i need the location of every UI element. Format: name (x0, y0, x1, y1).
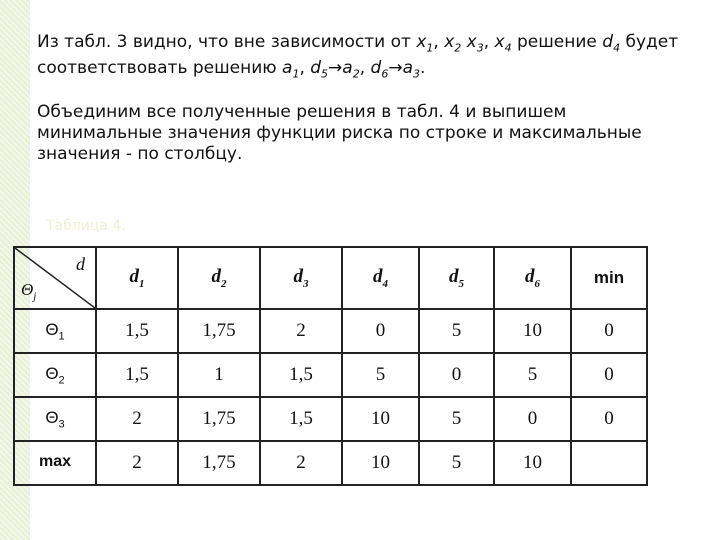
table-cell: 5 (494, 353, 571, 397)
var-a2: a (342, 58, 353, 79)
table-cell: 0 (342, 309, 419, 353)
sep: , (299, 58, 311, 79)
p1-text-c: будет соответствовать решению (37, 32, 679, 79)
paragraph-1 (37, 32, 687, 85)
table-cell: 5 (419, 441, 494, 485)
corner-d: d (76, 254, 85, 274)
sep: , (433, 32, 445, 52)
var-a3: a (402, 58, 413, 79)
var-x4-sub: 4 (504, 41, 512, 55)
var-x1: x (416, 32, 427, 52)
table-row (14, 441, 647, 485)
var-d4: d (602, 32, 614, 52)
row-label-theta1: $\Theta_1$ (14, 309, 96, 353)
table-cell: 1,5 (260, 397, 342, 441)
row-label-theta3: $\Theta_3$ (14, 397, 96, 441)
var-d6-sub: 6 (381, 67, 389, 81)
var-x3-sub: 3 (476, 41, 484, 55)
var-a1: a (282, 58, 293, 79)
var-x2-sub: 2 (454, 41, 462, 55)
table-cell: 10 (342, 441, 419, 485)
header-d3: $d_3$ (260, 247, 342, 309)
table-cell: 1,5 (96, 353, 178, 397)
table-cell: 2 (96, 397, 178, 441)
header-d5: $d_5$ (419, 247, 494, 309)
table-cell: 10 (342, 397, 419, 441)
table-header-row (14, 247, 647, 309)
row-label-theta2: $\Theta_2$ (14, 353, 96, 397)
arrow: → (328, 58, 343, 79)
table-cell: 1,75 (178, 397, 260, 441)
corner-theta-symbol: Θ (21, 279, 34, 299)
var-x2: x (444, 32, 455, 52)
corner-theta (21, 280, 36, 302)
table-cell: 2 (96, 441, 178, 485)
min-cell: 0 (571, 353, 647, 397)
header-min: min (571, 247, 647, 309)
table-row (14, 353, 647, 397)
var-x4: x (494, 32, 505, 52)
min-cell (571, 441, 647, 485)
period: . (420, 58, 426, 79)
header-d4: $d_4$ (342, 247, 419, 309)
table-cell: 2 (260, 309, 342, 353)
table-cell: 5 (342, 353, 419, 397)
min-cell: 0 (571, 397, 647, 441)
arrow: → (388, 58, 403, 79)
table-cell: 1,75 (178, 441, 260, 485)
table-caption: Таблица 4. (46, 218, 126, 234)
table-cell: 0 (494, 397, 571, 441)
header-d6: $d_6$ (494, 247, 571, 309)
corner-theta-sub: j (33, 290, 37, 302)
table-cell: 1,5 (260, 353, 342, 397)
var-d5: d (310, 58, 322, 79)
table-cell: 1 (178, 353, 260, 397)
table-cell: 5 (419, 309, 494, 353)
var-d6: d (370, 58, 382, 79)
var-d4-sub: 4 (613, 41, 621, 55)
var-a2-sub: 2 (352, 67, 360, 81)
header-d2: $d_2$ (178, 247, 260, 309)
risk-table (13, 246, 648, 486)
paragraph-2: Объединим все полученные решения в табл. 4 и выпишем минимальные значения функции риска по строке и максимальные значения - по столбцу. (37, 102, 642, 164)
table-cell: 1,5 (96, 309, 178, 353)
var-a1-sub: 1 (292, 67, 300, 81)
p1-text-b: решение (511, 32, 603, 52)
corner-cell (14, 247, 96, 309)
sep: , (359, 58, 371, 79)
table-row (14, 309, 647, 353)
table-cell: 1,75 (178, 309, 260, 353)
table-row (14, 397, 647, 441)
table-cell: 5 (419, 397, 494, 441)
sep: , (483, 32, 495, 52)
table-cell: 10 (494, 441, 571, 485)
table-cell: 0 (419, 353, 494, 397)
var-x1-sub: 1 (426, 41, 434, 55)
var-x3: x (466, 32, 477, 52)
var-d5-sub: 5 (321, 67, 329, 81)
table-cell: 10 (494, 309, 571, 353)
min-cell: 0 (571, 309, 647, 353)
p1-text-a: Из табл. 3 видно, что вне зависимости от (37, 32, 417, 52)
var-a3-sub: 3 (413, 67, 420, 81)
table-cell: 2 (260, 441, 342, 485)
header-d1: $d_1$ (96, 247, 178, 309)
row-label-max: max (14, 441, 96, 485)
